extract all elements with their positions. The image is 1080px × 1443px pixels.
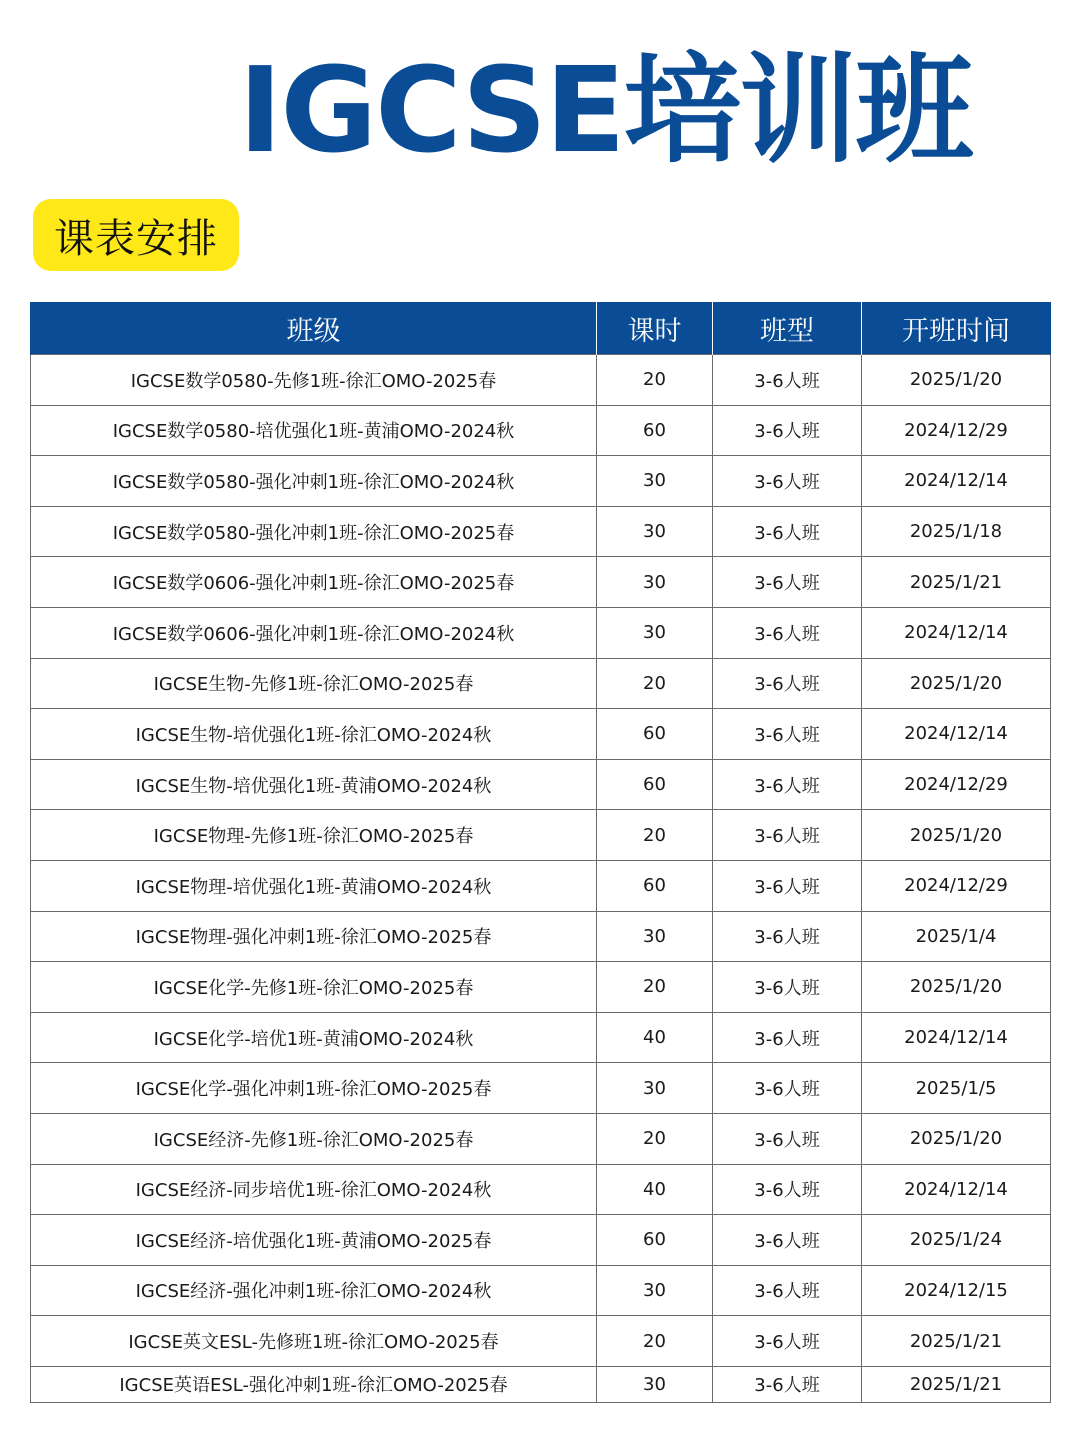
cell-start-date: 2025/1/20 xyxy=(862,810,1051,861)
table-row xyxy=(31,1366,1051,1402)
cell-hours: 30 xyxy=(597,1063,713,1114)
cell-class-type: 3-6人班 xyxy=(713,405,862,456)
cell-class-name: IGCSE数学0606-强化冲刺1班-徐汇OMO-2024秋 xyxy=(31,607,597,658)
cell-class-name: IGCSE经济-同步培优1班-徐汇OMO-2024秋 xyxy=(31,1164,597,1215)
cell-hours: 20 xyxy=(597,1113,713,1164)
cell-hours: 30 xyxy=(597,557,713,608)
cell-class-name: IGCSE数学0606-强化冲刺1班-徐汇OMO-2025春 xyxy=(31,557,597,608)
cell-class-type: 3-6人班 xyxy=(713,456,862,507)
cell-hours: 30 xyxy=(597,1366,713,1402)
cell-class-name: IGCSE数学0580-强化冲刺1班-徐汇OMO-2025春 xyxy=(31,506,597,557)
cell-hours: 40 xyxy=(597,1012,713,1063)
table-row xyxy=(31,355,1051,406)
cell-class-name: IGCSE数学0580-先修1班-徐汇OMO-2025春 xyxy=(31,355,597,406)
cell-start-date: 2024/12/29 xyxy=(862,860,1051,911)
cell-class-name: IGCSE数学0580-培优强化1班-黄浦OMO-2024秋 xyxy=(31,405,597,456)
cell-start-date: 2024/12/29 xyxy=(862,759,1051,810)
cell-class-type: 3-6人班 xyxy=(713,557,862,608)
page-title: IGCSE培训班 xyxy=(238,41,972,179)
cell-class-name: IGCSE英文ESL-先修班1班-徐汇OMO-2025春 xyxy=(31,1316,597,1367)
table-row xyxy=(31,557,1051,608)
header-row xyxy=(31,303,1051,355)
cell-hours: 30 xyxy=(597,506,713,557)
cell-start-date: 2025/1/20 xyxy=(862,1113,1051,1164)
table-row xyxy=(31,860,1051,911)
cell-class-type: 3-6人班 xyxy=(713,1316,862,1367)
cell-class-type: 3-6人班 xyxy=(713,1265,862,1316)
cell-class-name: IGCSE化学-培优1班-黄浦OMO-2024秋 xyxy=(31,1012,597,1063)
cell-class-type: 3-6人班 xyxy=(713,810,862,861)
cell-hours: 30 xyxy=(597,1265,713,1316)
cell-hours: 60 xyxy=(597,759,713,810)
cell-class-type: 3-6人班 xyxy=(713,355,862,406)
table-row xyxy=(31,658,1051,709)
cell-start-date: 2024/12/14 xyxy=(862,1164,1051,1215)
cell-hours: 20 xyxy=(597,355,713,406)
table-row xyxy=(31,1215,1051,1266)
schedule-table xyxy=(30,302,1051,1403)
cell-class-name: IGCSE化学-先修1班-徐汇OMO-2025春 xyxy=(31,962,597,1013)
table-row xyxy=(31,709,1051,760)
cell-start-date: 2024/12/14 xyxy=(862,607,1051,658)
cell-hours: 60 xyxy=(597,405,713,456)
cell-start-date: 2025/1/21 xyxy=(862,557,1051,608)
cell-class-type: 3-6人班 xyxy=(713,1164,862,1215)
cell-class-type: 3-6人班 xyxy=(713,1113,862,1164)
cell-start-date: 2025/1/21 xyxy=(862,1316,1051,1367)
cell-start-date: 2025/1/20 xyxy=(862,962,1051,1013)
cell-hours: 30 xyxy=(597,911,713,962)
cell-class-type: 3-6人班 xyxy=(713,658,862,709)
table-row xyxy=(31,962,1051,1013)
header-class-name: 班级 xyxy=(31,303,597,355)
table-header xyxy=(31,303,1051,355)
cell-class-name: IGCSE经济-强化冲刺1班-徐汇OMO-2024秋 xyxy=(31,1265,597,1316)
cell-start-date: 2025/1/20 xyxy=(862,355,1051,406)
cell-class-type: 3-6人班 xyxy=(713,1063,862,1114)
cell-start-date: 2025/1/5 xyxy=(862,1063,1051,1114)
table-row xyxy=(31,810,1051,861)
cell-class-name: IGCSE物理-强化冲刺1班-徐汇OMO-2025春 xyxy=(31,911,597,962)
cell-class-type: 3-6人班 xyxy=(713,1012,862,1063)
cell-class-name: IGCSE生物-培优强化1班-黄浦OMO-2024秋 xyxy=(31,759,597,810)
table-row xyxy=(31,1164,1051,1215)
cell-class-type: 3-6人班 xyxy=(713,1366,862,1402)
cell-class-name: IGCSE经济-培优强化1班-黄浦OMO-2025春 xyxy=(31,1215,597,1266)
cell-class-name: IGCSE生物-培优强化1班-徐汇OMO-2024秋 xyxy=(31,709,597,760)
cell-class-type: 3-6人班 xyxy=(713,506,862,557)
cell-class-name: IGCSE物理-先修1班-徐汇OMO-2025春 xyxy=(31,810,597,861)
cell-class-name: IGCSE化学-强化冲刺1班-徐汇OMO-2025春 xyxy=(31,1063,597,1114)
cell-hours: 30 xyxy=(597,456,713,507)
cell-class-name: IGCSE经济-先修1班-徐汇OMO-2025春 xyxy=(31,1113,597,1164)
cell-class-name: IGCSE生物-先修1班-徐汇OMO-2025春 xyxy=(31,658,597,709)
table-body xyxy=(31,355,1051,1403)
cell-hours: 60 xyxy=(597,709,713,760)
table-row xyxy=(31,456,1051,507)
cell-class-name: IGCSE数学0580-强化冲刺1班-徐汇OMO-2024秋 xyxy=(31,456,597,507)
schedule-table-wrapper xyxy=(30,302,1050,1403)
cell-hours: 60 xyxy=(597,860,713,911)
cell-hours: 40 xyxy=(597,1164,713,1215)
cell-class-type: 3-6人班 xyxy=(713,759,862,810)
cell-hours: 30 xyxy=(597,607,713,658)
table-row xyxy=(31,1265,1051,1316)
cell-hours: 20 xyxy=(597,1316,713,1367)
table-row xyxy=(31,1316,1051,1367)
table-row xyxy=(31,911,1051,962)
cell-class-type: 3-6人班 xyxy=(713,1215,862,1266)
cell-class-name: IGCSE物理-培优强化1班-黄浦OMO-2024秋 xyxy=(31,860,597,911)
cell-class-type: 3-6人班 xyxy=(713,860,862,911)
cell-class-name: IGCSE英语ESL-强化冲刺1班-徐汇OMO-2025春 xyxy=(31,1366,597,1402)
cell-start-date: 2025/1/4 xyxy=(862,911,1051,962)
cell-start-date: 2025/1/21 xyxy=(862,1366,1051,1402)
cell-start-date: 2025/1/18 xyxy=(862,506,1051,557)
table-row xyxy=(31,607,1051,658)
table-row xyxy=(31,506,1051,557)
cell-class-type: 3-6人班 xyxy=(713,962,862,1013)
header-start-date: 开班时间 xyxy=(862,303,1051,355)
cell-start-date: 2024/12/15 xyxy=(862,1265,1051,1316)
table-row xyxy=(31,1012,1051,1063)
schedule-badge: 课表安排 xyxy=(33,199,239,271)
cell-hours: 20 xyxy=(597,810,713,861)
cell-start-date: 2024/12/29 xyxy=(862,405,1051,456)
cell-hours: 20 xyxy=(597,962,713,1013)
cell-start-date: 2024/12/14 xyxy=(862,1012,1051,1063)
table-row xyxy=(31,1063,1051,1114)
header-class-type: 班型 xyxy=(713,303,862,355)
table-row xyxy=(31,405,1051,456)
table-row xyxy=(31,1113,1051,1164)
cell-class-type: 3-6人班 xyxy=(713,911,862,962)
header-hours: 课时 xyxy=(597,303,713,355)
cell-start-date: 2024/12/14 xyxy=(862,456,1051,507)
cell-start-date: 2025/1/20 xyxy=(862,658,1051,709)
cell-start-date: 2025/1/24 xyxy=(862,1215,1051,1266)
cell-hours: 20 xyxy=(597,658,713,709)
cell-class-type: 3-6人班 xyxy=(713,709,862,760)
cell-hours: 60 xyxy=(597,1215,713,1266)
cell-class-type: 3-6人班 xyxy=(713,607,862,658)
cell-start-date: 2024/12/14 xyxy=(862,709,1051,760)
table-row xyxy=(31,759,1051,810)
